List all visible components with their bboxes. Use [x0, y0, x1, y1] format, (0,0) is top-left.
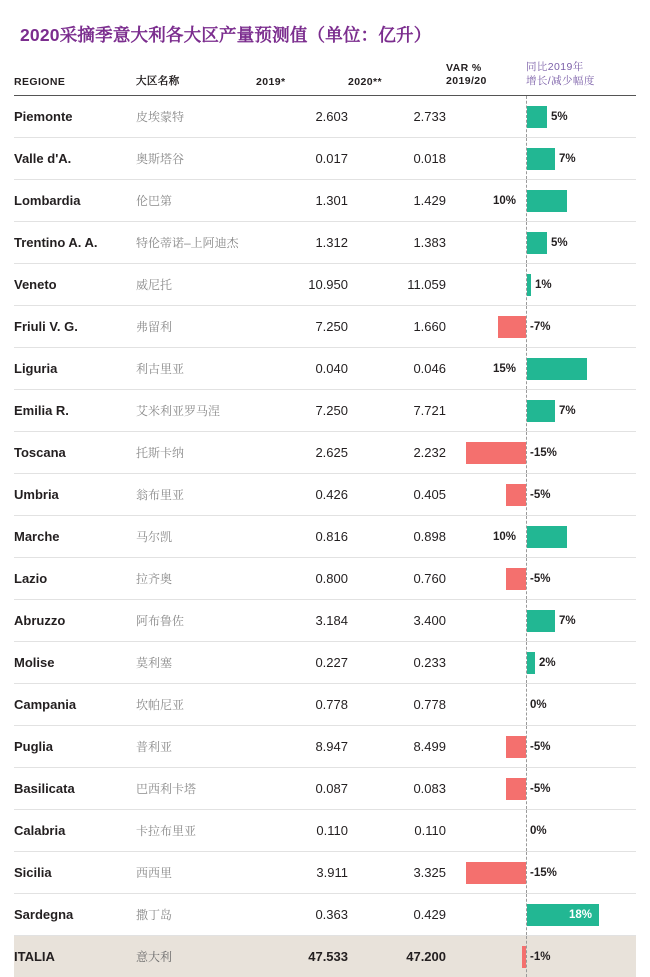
cell-var-left-label — [446, 222, 516, 264]
cell-region: Piemonte — [14, 96, 136, 138]
bar-value-label: 7% — [559, 152, 576, 165]
cell-2019-value: 2.625 — [256, 432, 348, 474]
cell-region: Calabria — [14, 810, 136, 852]
cell-2019-value: 0.040 — [256, 348, 348, 390]
cell-2019-value: 1.301 — [256, 180, 348, 222]
cell-cn-name: 伦巴第 — [136, 180, 256, 222]
cell-region: Basilicata — [14, 768, 136, 810]
table-row — [14, 852, 636, 894]
bar-positive — [527, 232, 547, 254]
zero-axis — [526, 432, 528, 473]
cell-cn-name: 艾米利亚罗马涅 — [136, 390, 256, 432]
zero-axis — [526, 684, 528, 725]
col-header-bar — [516, 61, 636, 96]
bar-value-label: 2% — [539, 656, 556, 669]
bar-negative — [506, 568, 526, 590]
bar-value-label: -1% — [530, 950, 551, 963]
cell-var-bar — [516, 516, 636, 558]
cell-cn-name: 弗留利 — [136, 306, 256, 348]
cell-cn-name: 托斯卡纳 — [136, 432, 256, 474]
cell-2019-value: 3.184 — [256, 600, 348, 642]
cell-var-left-label — [446, 642, 516, 684]
zero-axis — [526, 768, 528, 809]
cell-2019-value: 47.533 — [256, 936, 348, 977]
cell-cn-name: 利古里亚 — [136, 348, 256, 390]
cell-var-bar — [516, 852, 636, 894]
bar-value-label: 7% — [559, 614, 576, 627]
bar-value-label: -5% — [530, 488, 551, 501]
bar-value-label: 7% — [559, 404, 576, 417]
cell-2020-value: 1.660 — [348, 306, 446, 348]
bar-value-label: 5% — [551, 236, 568, 249]
table-row — [14, 306, 636, 348]
cell-cn-name: 阿布鲁佐 — [136, 600, 256, 642]
table-row — [14, 138, 636, 180]
cell-var-left-label: 10% — [446, 180, 516, 222]
cell-2020-value: 47.200 — [348, 936, 446, 977]
cell-2020-value: 0.760 — [348, 558, 446, 600]
bar-positive — [527, 106, 547, 128]
cell-2020-value: 0.110 — [348, 810, 446, 852]
cell-2019-value: 10.950 — [256, 264, 348, 306]
bar-negative — [466, 442, 526, 464]
bar-negative — [498, 316, 526, 338]
bar-positive — [527, 274, 531, 296]
cell-2019-value: 7.250 — [256, 306, 348, 348]
cell-cn-name: 西西里 — [136, 852, 256, 894]
bar-positive — [527, 610, 555, 632]
bar-value-label: -5% — [530, 572, 551, 585]
zero-axis — [526, 726, 528, 767]
cell-2019-value: 0.816 — [256, 516, 348, 558]
cell-var-left-label: 15% — [446, 348, 516, 390]
zero-axis — [526, 810, 528, 851]
production-forecast-table — [14, 61, 636, 977]
cell-var-bar — [516, 474, 636, 516]
cell-cn-name: 巴西利卡塔 — [136, 768, 256, 810]
cell-var-bar — [516, 264, 636, 306]
cell-var-left-label — [446, 138, 516, 180]
cell-cn-name: 撒丁岛 — [136, 894, 256, 936]
cell-2019-value: 1.312 — [256, 222, 348, 264]
bar-value-label: 1% — [535, 278, 552, 291]
cell-2019-value: 0.017 — [256, 138, 348, 180]
bar-positive — [527, 190, 567, 212]
cell-cn-name: 特伦蒂诺–上阿迪杰 — [136, 222, 256, 264]
zero-axis — [526, 558, 528, 599]
bar-negative — [506, 484, 526, 506]
cell-2019-value: 0.363 — [256, 894, 348, 936]
bar-negative — [506, 778, 526, 800]
bar-value-label: -5% — [530, 782, 551, 795]
table-row — [14, 96, 636, 138]
cell-2020-value: 0.778 — [348, 684, 446, 726]
bar-negative — [506, 736, 526, 758]
cell-2020-value: 0.233 — [348, 642, 446, 684]
cell-region: Friuli V. G. — [14, 306, 136, 348]
cell-region: Lazio — [14, 558, 136, 600]
cell-cn-name: 翁布里亚 — [136, 474, 256, 516]
table-row — [14, 474, 636, 516]
cell-cn-name: 奥斯塔谷 — [136, 138, 256, 180]
cell-cn-name: 莫利塞 — [136, 642, 256, 684]
table-row — [14, 432, 636, 474]
cell-region: Emilia R. — [14, 390, 136, 432]
cell-2019-value: 0.800 — [256, 558, 348, 600]
cell-var-bar — [516, 936, 636, 977]
cell-region: Valle d'A. — [14, 138, 136, 180]
bar-positive — [527, 148, 555, 170]
cell-region: Sicilia — [14, 852, 136, 894]
cell-region: Liguria — [14, 348, 136, 390]
cell-var-bar — [516, 894, 636, 936]
cell-2020-value: 7.721 — [348, 390, 446, 432]
cell-2020-value: 0.018 — [348, 138, 446, 180]
table-row — [14, 810, 636, 852]
col-header-2020: 2020** — [348, 61, 446, 96]
cell-var-bar — [516, 390, 636, 432]
cell-2020-value: 0.046 — [348, 348, 446, 390]
table-row — [14, 684, 636, 726]
cell-2020-value: 3.400 — [348, 600, 446, 642]
cell-region: Toscana — [14, 432, 136, 474]
cell-2020-value: 0.083 — [348, 768, 446, 810]
cell-region: Abruzzo — [14, 600, 136, 642]
cell-var-bar — [516, 222, 636, 264]
bar-value-label: 0% — [530, 698, 547, 711]
cell-2020-value: 1.383 — [348, 222, 446, 264]
bar-positive — [527, 358, 587, 380]
cell-var-left-label: 10% — [446, 516, 516, 558]
cell-2019-value: 0.087 — [256, 768, 348, 810]
cell-var-left-label — [446, 600, 516, 642]
bar-negative — [522, 946, 526, 968]
cell-2020-value: 8.499 — [348, 726, 446, 768]
table-row — [14, 222, 636, 264]
col-header-cn-name: 大区名称 — [136, 61, 256, 96]
zero-axis — [526, 936, 528, 977]
cell-region: Puglia — [14, 726, 136, 768]
cell-region: Campania — [14, 684, 136, 726]
cell-cn-name: 坎帕尼亚 — [136, 684, 256, 726]
cell-var-bar — [516, 684, 636, 726]
cell-cn-name: 马尔凯 — [136, 516, 256, 558]
page-title: 2020采摘季意大利各大区产量预测值（单位：亿升） — [20, 25, 432, 45]
cell-2020-value: 1.429 — [348, 180, 446, 222]
bar-value-label: -5% — [530, 740, 551, 753]
cell-2019-value: 0.426 — [256, 474, 348, 516]
cell-2020-value: 3.325 — [348, 852, 446, 894]
cell-2020-value: 2.232 — [348, 432, 446, 474]
cell-var-bar — [516, 348, 636, 390]
cell-var-left-label — [446, 264, 516, 306]
cell-var-left-label — [446, 810, 516, 852]
cell-region: Marche — [14, 516, 136, 558]
cell-var-bar — [516, 810, 636, 852]
cell-2019-value: 3.911 — [256, 852, 348, 894]
cell-region: Umbria — [14, 474, 136, 516]
cell-var-left-label — [446, 936, 516, 977]
cell-var-left-label — [446, 390, 516, 432]
table-row — [14, 642, 636, 684]
table-head — [14, 61, 636, 96]
zero-axis — [526, 474, 528, 515]
bar-value-label: 5% — [551, 110, 568, 123]
cell-cn-name: 拉齐奥 — [136, 558, 256, 600]
cell-cn-name: 威尼托 — [136, 264, 256, 306]
table-row — [14, 180, 636, 222]
cell-cn-name: 普利亚 — [136, 726, 256, 768]
cell-region: Trentino A. A. — [14, 222, 136, 264]
bar-value-label: 18% — [569, 908, 593, 921]
cell-2020-value: 0.429 — [348, 894, 446, 936]
cell-var-bar — [516, 558, 636, 600]
table-body — [14, 96, 636, 977]
cell-var-bar — [516, 180, 636, 222]
cell-2020-value: 0.898 — [348, 516, 446, 558]
bar-positive — [527, 652, 535, 674]
bar-value-label: 0% — [530, 824, 547, 837]
cell-var-bar — [516, 768, 636, 810]
cell-var-left-label — [446, 684, 516, 726]
col-header-var — [446, 61, 516, 96]
table-row — [14, 726, 636, 768]
bar-legend-note: 同比2019年 增长/减少幅度 — [526, 61, 595, 87]
zero-axis — [526, 852, 528, 893]
col-header-2019: 2019* — [256, 61, 348, 96]
table-row — [14, 516, 636, 558]
cell-var-bar — [516, 432, 636, 474]
cell-2019-value: 2.603 — [256, 96, 348, 138]
bar-value-label: -15% — [530, 446, 557, 459]
bar-positive — [527, 400, 555, 422]
cell-2019-value: 8.947 — [256, 726, 348, 768]
cell-var-bar — [516, 306, 636, 348]
cell-region: Veneto — [14, 264, 136, 306]
col-header-regione: REGIONE — [14, 61, 136, 96]
cell-region: Lombardia — [14, 180, 136, 222]
cell-2019-value: 0.110 — [256, 810, 348, 852]
table-row — [14, 348, 636, 390]
cell-cn-name: 皮埃蒙特 — [136, 96, 256, 138]
table-row — [14, 264, 636, 306]
table-row — [14, 600, 636, 642]
cell-2019-value: 0.778 — [256, 684, 348, 726]
cell-var-bar — [516, 642, 636, 684]
cell-cn-name: 意大利 — [136, 936, 256, 977]
cell-region: ITALIA — [14, 936, 136, 977]
table-row — [14, 768, 636, 810]
cell-var-left-label — [446, 894, 516, 936]
table-row — [14, 936, 636, 977]
cell-var-bar — [516, 138, 636, 180]
bar-positive — [527, 526, 567, 548]
table-row — [14, 894, 636, 936]
cell-region: Sardegna — [14, 894, 136, 936]
cell-2020-value: 2.733 — [348, 96, 446, 138]
cell-var-bar — [516, 726, 636, 768]
cell-var-left-label — [446, 96, 516, 138]
cell-2019-value: 0.227 — [256, 642, 348, 684]
cell-2020-value: 11.059 — [348, 264, 446, 306]
cell-var-bar — [516, 96, 636, 138]
cell-2020-value: 0.405 — [348, 474, 446, 516]
cell-region: Molise — [14, 642, 136, 684]
zero-axis — [526, 306, 528, 347]
table-row — [14, 558, 636, 600]
col-header-var-line1: VAR % — [446, 62, 482, 75]
cell-var-bar — [516, 600, 636, 642]
cell-2019-value: 7.250 — [256, 390, 348, 432]
cell-cn-name: 卡拉布里亚 — [136, 810, 256, 852]
table-row — [14, 390, 636, 432]
bar-value-label: -15% — [530, 866, 557, 879]
bar-negative — [466, 862, 526, 884]
bar-value-label: -7% — [530, 320, 551, 333]
col-header-var-line2: 2019/20 — [446, 75, 487, 88]
